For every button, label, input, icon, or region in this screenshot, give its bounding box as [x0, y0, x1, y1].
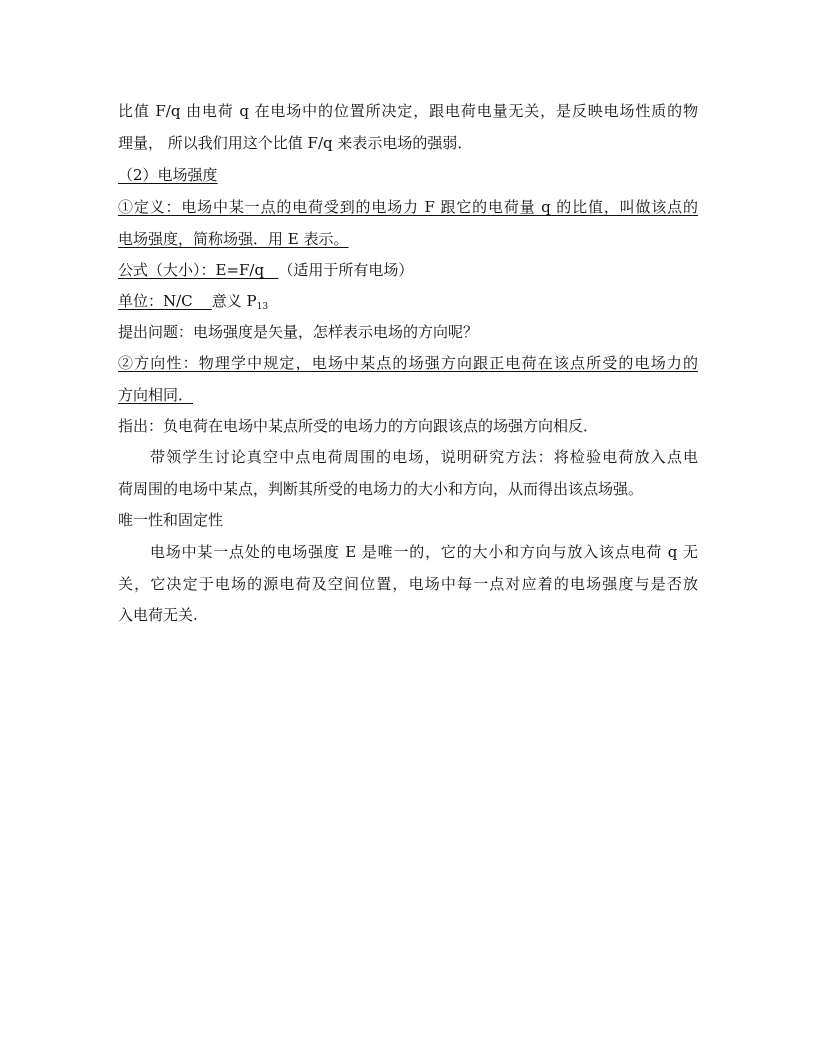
unit-line [118, 291, 698, 317]
meaning-text: 意义 P [211, 292, 257, 310]
unit-text: 单位：N/C [118, 292, 212, 310]
paragraph-line: 荷周围的电场中某点，判断其所受的电场力的大小和方向，从而得出该点场强。 [118, 480, 644, 498]
page-ref-subscript: 13 [256, 302, 269, 312]
note-line: 指出：负电荷在电场中某点所受的电场力的方向跟该点的场强方向相反． [118, 417, 599, 435]
paragraph-line: 带领学生讨论真空中点电荷周围的电场，说明研究方法：将检验电荷放入点电 [150, 448, 698, 466]
section-heading: （2）电场强度 [118, 166, 218, 184]
formula-text: 公式（大小）：E=F/q [118, 261, 279, 279]
question-line: 提出问题：电场强度是矢量，怎样表示电场的方向呢？ [118, 323, 479, 341]
direction-line: 方向相同． [118, 386, 194, 404]
paragraph-line: 电场中某一点处的电场强度 E 是唯一的，它的大小和方向与放入该点电荷 q 无 [150, 543, 698, 561]
paragraph-line: 理量， 所以我们用这个比值 F/q 来表示电场的强弱． [118, 134, 473, 152]
formula-note: （适用于所有电场） [278, 261, 414, 279]
definition-line: 电场强度，简称场强．用 E 表示。 [118, 230, 349, 248]
paragraph-line: 关，它决定于电场的源电荷及空间位置，电场中每一点对应着的电场强度与是否放 [118, 575, 698, 593]
definition-line: ①定义：电场中某一点的电荷受到的电场力 F 跟它的电荷量 q 的比值，叫做该点的 [118, 198, 698, 216]
subheading: 唯一性和固定性 [118, 511, 224, 529]
direction-line: ②方向性：物理学中规定，电场中某点的场强方向跟正电荷在该点所受的电场力的 [118, 354, 698, 372]
formula-line [118, 260, 698, 280]
paragraph-line: 比值 F/q 由电荷 q 在电场中的位置所决定，跟电荷电量无关，是反映电场性质的物 [118, 102, 698, 120]
paragraph-line: 入电荷无关. [118, 606, 198, 624]
